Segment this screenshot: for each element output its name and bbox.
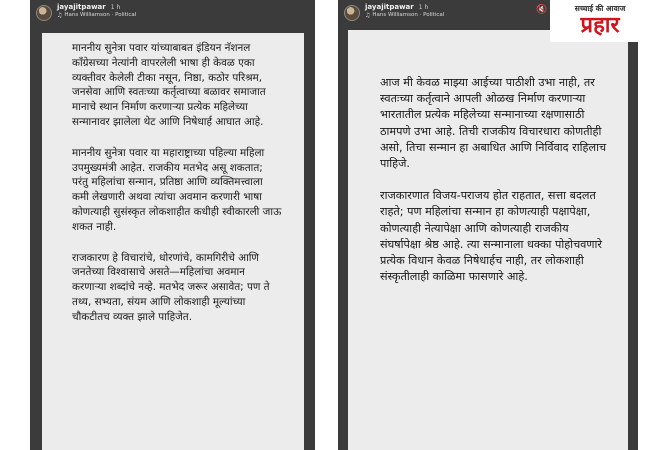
username[interactable]: jayajitpawar	[57, 3, 106, 11]
prahaar-logo	[550, 0, 650, 42]
story-text-card	[348, 30, 628, 450]
logo-name: प्रहार	[580, 12, 620, 38]
story-header	[30, 0, 315, 30]
song-label: Hans Williamson · Political	[64, 12, 137, 19]
paragraph-1: माननीय सुनेत्रा पवार यांच्याबाबत इंडियन नॅशनल काँग्रेसच्या नेत्यांनी वापरलेली भाषा ही केवळ एका व्यक्तीवर केलेली टीका नसून, निष्ठा, कठोर परिश्रम, जनसेवा आणि स्वतःच्या कर्तृत्वाच्या बळावर समाजात मानाचे स्थान निर्माण करणाऱ्या प्रत्येक महिलेच्या सन्मानावर झालेला थेट आणि निषेधार्ह आघात आहे.	[72, 42, 266, 128]
post-time: 1 h	[418, 3, 429, 11]
avatar[interactable]	[344, 5, 360, 21]
song-label: Hans Williamson · Political	[372, 12, 445, 19]
story-text-card	[42, 33, 304, 450]
paragraph-2: राजकारणात विजय-पराजय होत राहतात, सत्ता बदलत राहते; पण महिलांचा सन्मान हा कोणत्याही पक्षापेक्षा, कोणत्याही नेत्यापेक्षा आणि कोणत्याही राजकीय संघर्षापेक्षा श्रेष्ठ आहे. त्या सन्मानाला धक्का पोहोचवणारे प्रत्येक विधान केवळ निषेधार्हच नाही, तर लोकशाही संस्कृतीलाही काळिमा फासणारे आहे.	[380, 189, 602, 284]
speaker-muted-icon[interactable]: 🔇	[536, 5, 548, 15]
story-panel-left	[30, 0, 315, 450]
username[interactable]: jayajitpawar	[365, 3, 414, 11]
song-attribution[interactable]	[365, 13, 444, 19]
paragraph-2: माननीय सुनेत्रा पवार या महाराष्ट्राच्या पहिल्या महिला उपमुख्यमंत्री आहेत. राजकीय मतभेद असू शकतात; परंतु महिलांचा सन्मान, प्रतिष्ठा आणि व्यक्तिमत्त्वाला कमी लेखणारी अथवा त्यांचा अवमान करणारी भाषा कोणत्याही सुसंस्कृत लोकशाहीत कधीही स्वीकारली जाऊ शकत नाही.	[72, 146, 282, 233]
logo-tagline: सच्चाई की आवाज	[574, 4, 626, 13]
song-attribution[interactable]	[57, 13, 136, 19]
story-meta	[57, 4, 136, 19]
avatar[interactable]	[36, 5, 52, 21]
music-note-icon: ♫	[57, 12, 63, 19]
paragraph-3: राजकारण हे विचारांचे, धोरणांचे, कामगिरीचे आणि जनतेच्या विश्वासाचे असते—महिलांचा अवमान करणाऱ्या शब्दांचे नव्हे. मतभेद जरूर असावेत; पण ते तथ्य, सभ्यता, संयम आणि लोकशाही मूल्यांच्या चौकटीतच व्यक्त झाले पाहिजेत.	[72, 251, 270, 323]
story-panel-right	[338, 0, 638, 450]
story-meta	[365, 4, 444, 19]
paragraph-1: आज मी केवळ माझ्या आईच्या पाठीशी उभा नाही, तर स्वतःच्या कर्तृत्वाने आपली ओळख निर्माण करणाऱ्या भारतातील प्रत्येक महिलेच्या सन्मानाच्या रक्षणासाठी ठामपणे उभा आहे. तिची राजकीय विचारधारा कोणतीही असो, तिचा सन्मान हा अबाधित आणि निर्विवाद राहिलाच पाहिजे.	[380, 76, 607, 171]
post-time: 1 h	[110, 3, 121, 11]
music-note-icon: ♫	[365, 12, 371, 19]
